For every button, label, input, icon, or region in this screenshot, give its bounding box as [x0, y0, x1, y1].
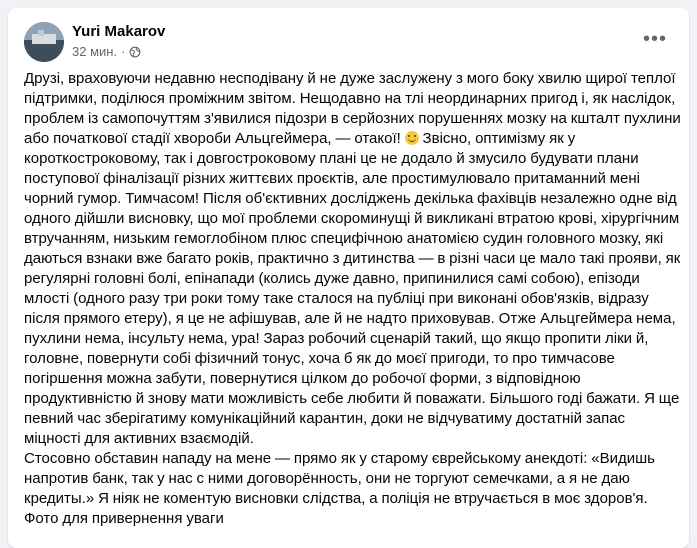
author-avatar[interactable]	[24, 22, 64, 62]
post-paragraph-2: Стосовно обставин нападу на мене — прямо як у старому єврейському анекдоті: «Видишь напротив банк, так у нас с ними договорённость, они не торгуют семечками, а я не даю кредиты.» Я ніяк не коментую висновки слідства, а поліція не втручається в моє здоров'я.	[24, 450, 655, 507]
post-time[interactable]: 32 мин.	[72, 44, 118, 59]
paragraph-1-text-a: Друзі, враховуючи недавню несподівану й не дуже заслужену з мого боку хвилю щирої теплої підтримки, поділюся проміжним звітом. Нещодавно на тлі неординарних пригод і, як наслідок, проблем із самопочуттям з'явилися підозри в серйозних порушеннях мозку на кшталт пухлини або початкової стадії хвороби Альцгеймера, — отакої!	[24, 70, 681, 147]
globe-icon[interactable]	[129, 46, 141, 58]
post-paragraph-1	[24, 69, 681, 449]
paragraph-1-text-b: Звісно, оптимізму як у короткостроковому, так і довгостроковому плані це не додало й змусило будувати плани поступової фіналізації різних життєвих проєктів, але простимулювало притаманний мені чорний гумор. Тимчасом! Після об'єктивних досліджень декілька фахівців незалежно одне від одного дійшли висновку, що мої проблеми скороминущі й викликані втратою крові, хірургічним втручанням, низьким гемоглобіном плюс специфічною анатомією судин головного мозку, які даються взнаки вже багато років, практично з дитинства — в різні часи це мало такі прояви, як регулярні головні болі, епінапади (колись дуже давно, припинилися самі собою), епізоди млості (одного разу три роки тому таке сталося на публіці при виконані обов'язків, відразу після прямого етеру), я це не афішував, але й не надто приховував. Отже Альцгеймера нема, пухлини нема, інсульту нема, ура! Зараз робочий сценарій такий, що якщо пропити ліки й, головне, повернути собі фізичний тонус, хоча б як до моєї пригоди, то про тимчасове погіршення можна забути, повернутися цілком до робочої форми, з відповідною продуктивністю й знову мати можливість себе любити й поважати. Більшого годі бажати. Я ще певний час зберігатиму комунікаційний карантин, доки не відчуватиму достатній запас міцності для активних взаємодій.	[24, 130, 681, 447]
smiling-face-emoji-icon	[405, 131, 419, 145]
post-card	[8, 8, 689, 548]
post-paragraph-3: Фото для привернення уваги	[24, 510, 224, 527]
meta-separator: ·	[121, 44, 126, 59]
post-header	[24, 18, 673, 62]
post-meta	[72, 44, 141, 59]
more-horizontal-icon[interactable]: •••	[642, 28, 667, 50]
author-name[interactable]: Yuri Makarov	[72, 23, 166, 40]
post-text	[24, 69, 681, 529]
